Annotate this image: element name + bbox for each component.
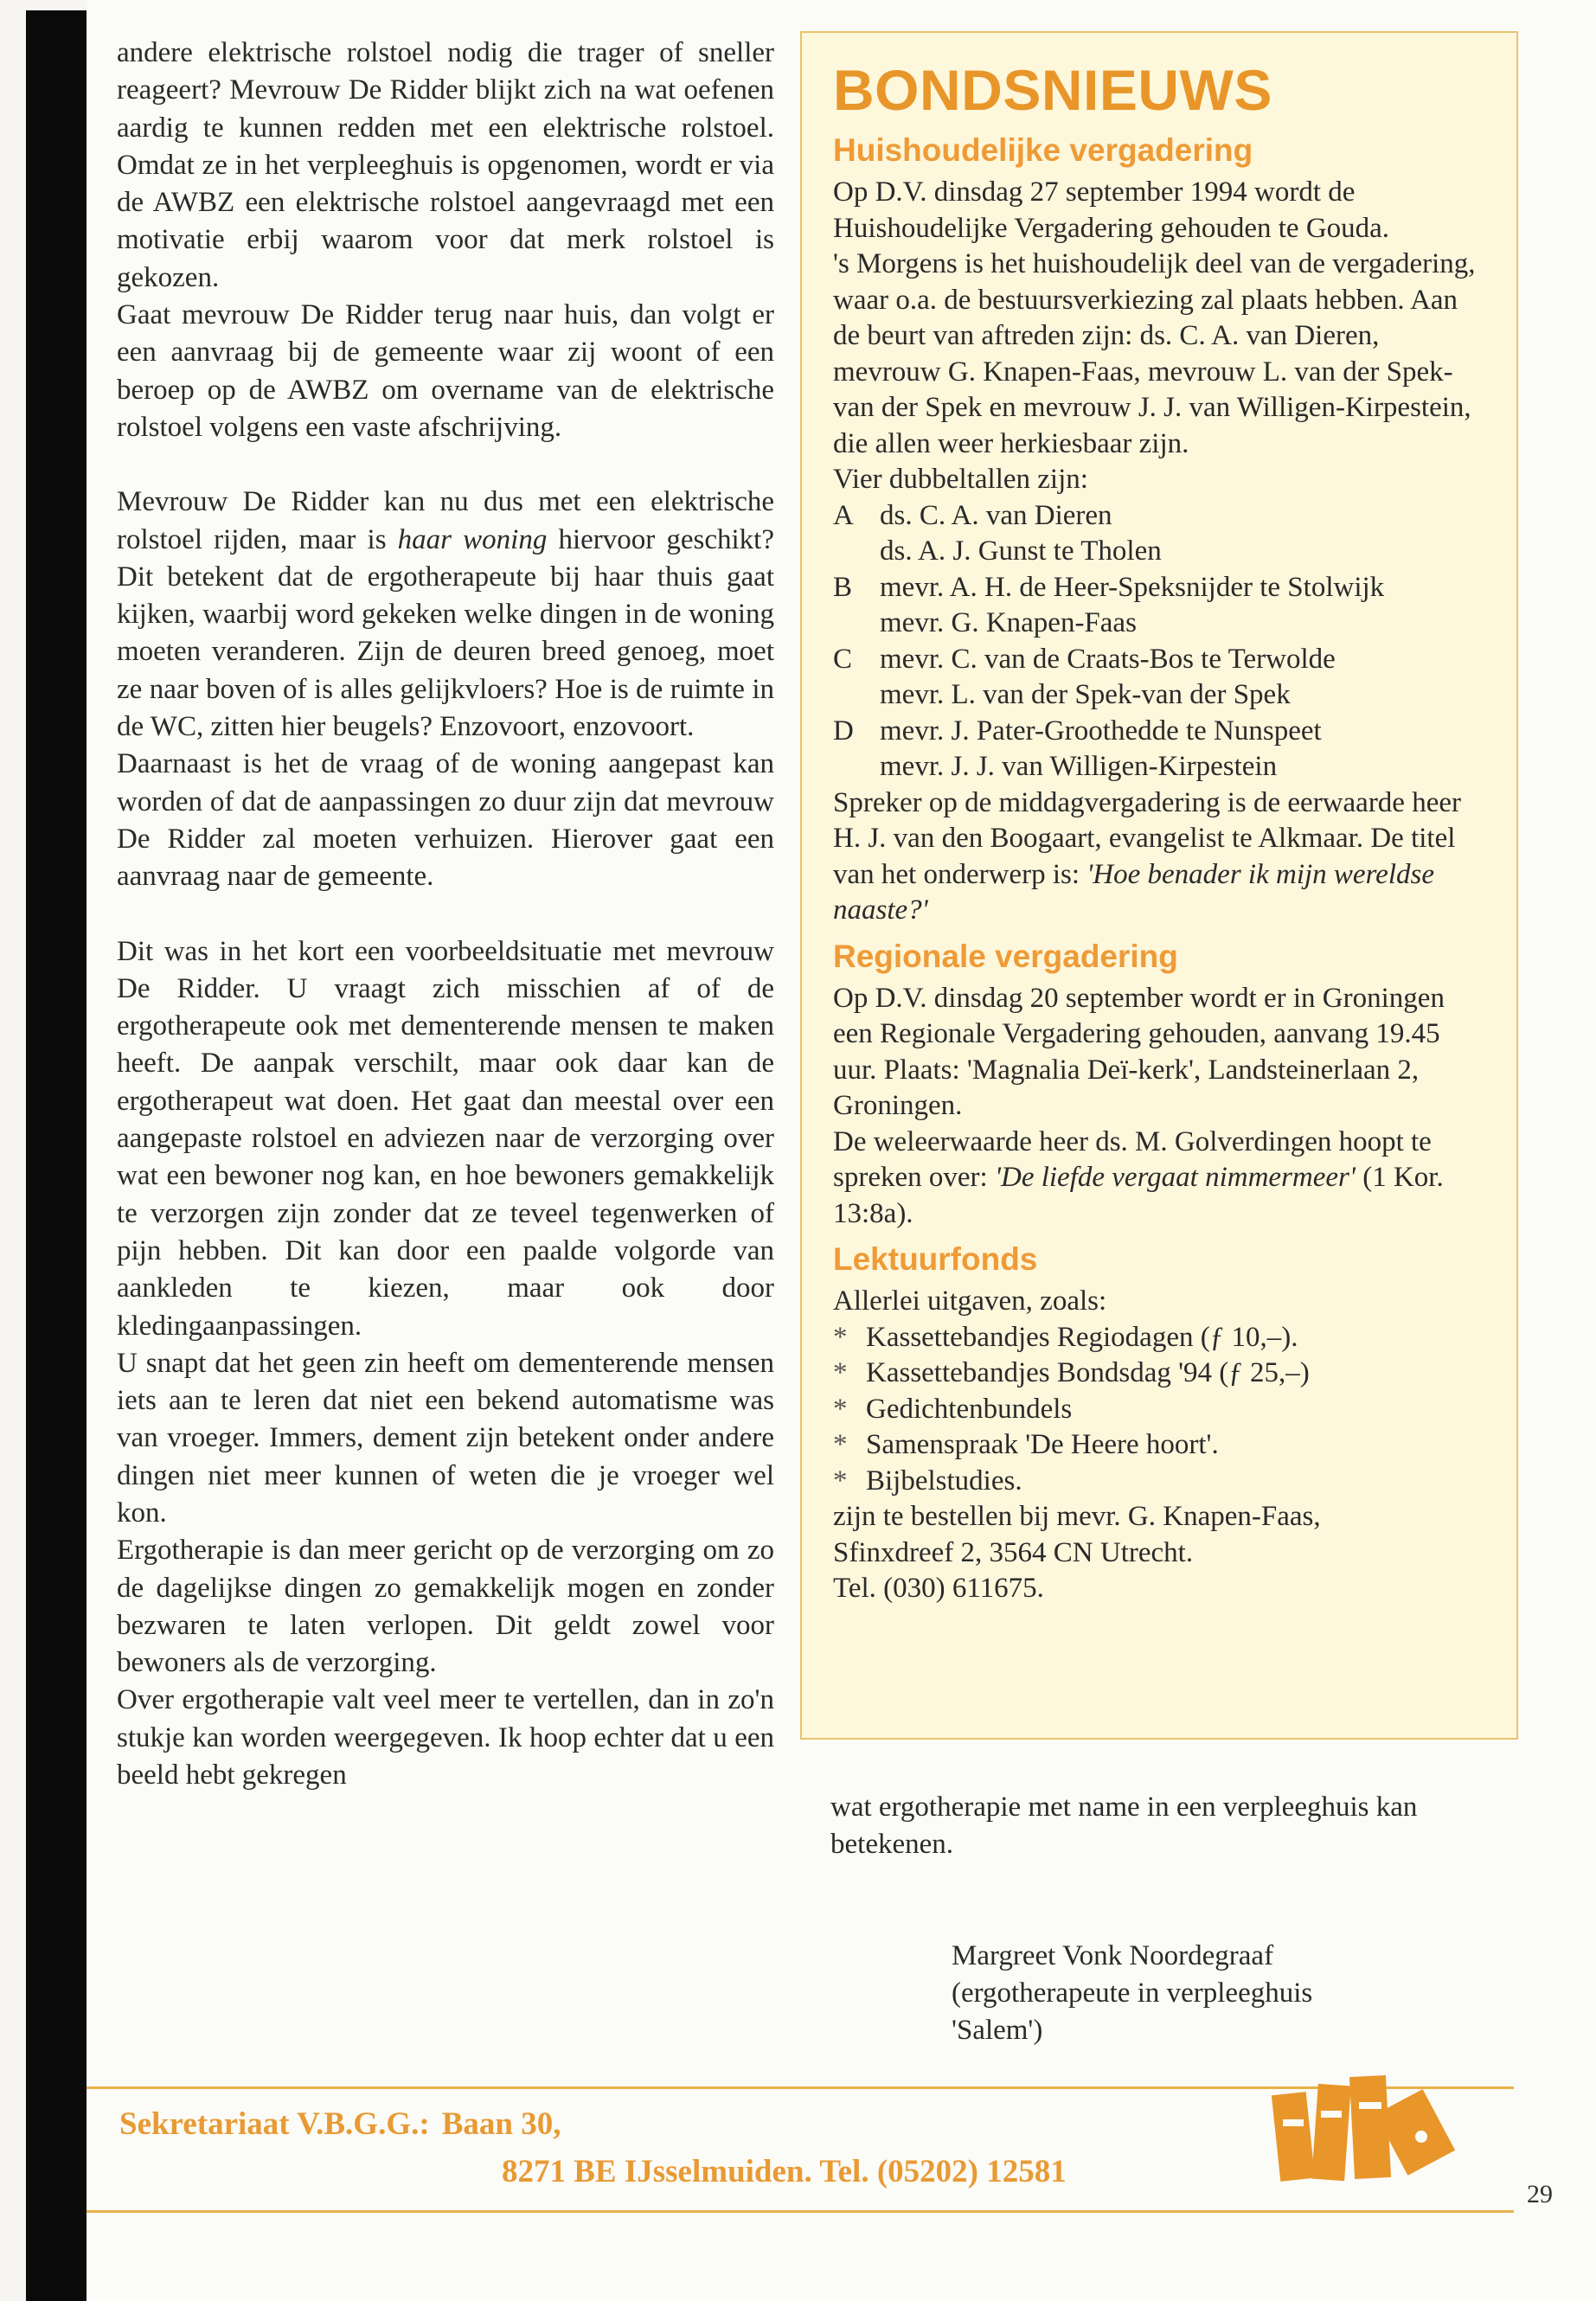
footer-street: Baan 30,	[441, 2106, 561, 2142]
publication-list	[833, 1320, 1487, 1500]
author-role: 'Salem')	[952, 2015, 1043, 2046]
paragraph: Op D.V. dinsdag 27 september 1994 wordt de Huishoudelijke Vergadering gehouden te Gouda.	[833, 176, 1390, 244]
paragraph: 's Morgens is het huishoudelijk deel van de vergadering, waar o.a. de bestuursverkiezing zal plaats hebben. Aan de beurt van aftreden zijn: ds. C. A. van Dieren, mevrouw G. Knapen-Faas, mevrouw L. van der Spek-van der Spek en mevrouw J. J. van Willigen-Kirpestein, die allen weer herkiesbaar zijn.	[833, 248, 1476, 459]
list-item: * Kassettebandjes Regiodagen (ƒ 10,–).	[833, 1320, 1487, 1356]
candidate-list	[833, 498, 1487, 785]
paragraph: De weleerwaarde heer ds. M. Golverdingen hoopt te spreken over: 'De liefde vergaat nimmermeer' (1 Kor. 13:8a).	[833, 1125, 1444, 1229]
candidate-name: mevr. J. Pater-Groothedde te Nunspeet	[880, 715, 1322, 747]
candidate-pair	[833, 498, 1487, 570]
asterisk-icon: *	[833, 1357, 848, 1388]
list-item: * Kassettebandjes Bondsdag '94 (ƒ 25,–)	[833, 1356, 1487, 1392]
asterisk-icon: *	[833, 1429, 848, 1460]
paragraph: Gaat mevrouw De Ridder terug naar huis, dan volgt er een aanvraag bij de gemeente waar zij woont of een beroep op de AWBZ om overname van de elektrische rolstoel volgens een vaste afschrijving.	[117, 299, 774, 443]
author-name: Margreet Vonk Noordegraaf	[952, 1940, 1274, 1971]
order-address-line: Sfinxdreef 2, 3564 CN Utrecht.	[833, 1536, 1194, 1568]
footer-label: Sekretariaat V.B.G.G.:	[119, 2106, 430, 2142]
section-heading-huishoudelijk: Huishoudelijke vergadering	[833, 132, 1253, 168]
order-address-line: Tel. (030) 611675.	[833, 1573, 1044, 1604]
paragraph: Op D.V. dinsdag 20 september wordt er in Groningen een Regionale Vergadering gehouden, aanvang 19.45 uur. Plaats: 'Magnalia Deï-kerk', Landsteinerlaan 2, Groningen.	[833, 982, 1445, 1121]
paragraph: Allerlei uitgaven, zoals:	[833, 1285, 1107, 1317]
candidate-name: mevr. L. van der Spek-van der Spek	[880, 679, 1291, 710]
list-item: * Samenspraak 'De Heere hoort'.	[833, 1427, 1487, 1464]
footer-city-phone: 8271 BE IJsselmuiden. Tel. (05202) 12581	[502, 2154, 1067, 2189]
footer-address	[119, 2100, 1067, 2195]
candidate-letter: A	[833, 499, 854, 531]
candidate-letter: B	[833, 571, 853, 603]
candidate-name: mevr. C. van de Craats-Bos te Terwolde	[880, 643, 1336, 675]
order-address-line: zijn te bestellen bij mevr. G. Knapen-Faas,	[833, 1501, 1321, 1532]
bondsnieuws-box	[800, 31, 1518, 1740]
paragraph: Vier dubbeltallen zijn:	[833, 464, 1088, 495]
paragraph: Daarnaast is het de vraag of de woning aangepast kan worden of dat de aanpassingen zo duur zijn dat mevrouw De Ridder zal moeten verhuizen. Hierover gaat een aanvraag naar de gemeente.	[117, 748, 774, 893]
candidate-pair	[833, 642, 1487, 714]
asterisk-icon: *	[833, 1393, 848, 1425]
paragraph: U snapt dat het geen zin heeft om dementerende mensen iets aan te leren dat niet een bekend automatisme was van vroeger. Immers, dement zijn betekent onder andere dingen niet meer kunnen of weten die je vroeger wel kon.	[117, 1347, 774, 1529]
list-item: * Bijbelstudies.	[833, 1464, 1487, 1500]
asterisk-icon: *	[833, 1465, 848, 1497]
section-heading-lektuurfonds: Lektuurfonds	[833, 1241, 1038, 1277]
left-column	[117, 35, 774, 1794]
section-heading-regionaal: Regionale vergadering	[833, 938, 1178, 974]
paragraph: wat ergotherapie met name in een verpleeghuis kan betekenen.	[830, 1791, 1418, 1860]
candidate-letter: D	[833, 715, 854, 747]
bondsnieuws-title: BONDSNIEUWS	[833, 58, 1272, 122]
candidate-pair	[833, 714, 1487, 785]
paragraph: Dit was in het kort een voorbeeldsituatie met mevrouw De Ridder. U vraagt zich misschien af of de ergotherapeute ook met dementerende mensen te maken heeft. De aanpak verschilt, maar ook daar kan de ergotherapeut wat doen. Het gaat dan meestal over een aangepaste rolstoel en adviezen naar de verzorging over wat een bewoner nog kan, en hoe bewoners gemakkelijk te verzorgen zijn zonder dat ze teveel tegenwerken of pijn hebben. Dit kan door een paalde volgorde van aankleden te kiezen, maar ook door kledingaanpassingen.	[117, 935, 774, 1342]
candidate-name: ds. C. A. van Dieren	[880, 499, 1112, 531]
paragraph: Mevrouw De Ridder kan nu dus met een elektrische rolstoel rijden, maar is haar woning hiervoor geschikt? Dit betekent dat de ergotherapeute bij haar thuis gaat kijken, waarbij word gekeken welke dingen in de woning moeten veranderen. Zijn de deuren breed genoeg, moet ze naar boven of is alles gelijkvloers? Hoe is de ruimte in de WC, zitten hier beugels? Enzovoort, enzovoort.	[117, 486, 774, 743]
scan-black-edge	[26, 10, 87, 2301]
list-item: * Gedichtenbundels	[833, 1392, 1487, 1428]
candidate-letter: C	[833, 643, 853, 675]
page-number: 29	[1527, 2180, 1553, 2208]
paragraph: Spreker op de middagvergadering is de eerwaarde heer H. J. van den Boogaart, evangelist te Alkmaar. De titel van het onderwerp is: 'Hoe benader ik mijn wereldse naaste?'	[833, 786, 1461, 926]
paragraph: andere elektrische rolstoel nodig die trager of sneller reageert? Mevrouw De Ridder blijkt zich na wat oefenen aardig te kunnen redden met een elektrische rolstoel. Omdat ze in het verpleeghuis is opgenomen, wordt er via de AWBZ een elektrische rolstoel aangevraagd met een motivatie erbij waarom voor dat merk rolstoel is gekozen.	[117, 37, 774, 293]
candidate-name: mevr. A. H. de Heer-Speksnijder te Stolwijk	[880, 571, 1385, 603]
paragraph: Over ergotherapie valt veel meer te vertellen, dan in zo'n stukje kan worden weergegeven. Ik hoop echter dat u een beeld hebt gekregen	[117, 1684, 774, 1791]
footer-divider	[87, 2210, 1514, 2213]
candidate-name: mevr. J. J. van Willigen-Kirpestein	[880, 751, 1278, 782]
right-column-continuation	[830, 1789, 1488, 1863]
candidate-name: mevr. G. Knapen-Faas	[880, 607, 1137, 638]
candidate-pair	[833, 570, 1487, 642]
asterisk-icon: *	[833, 1321, 848, 1353]
candidate-name: ds. A. J. Gunst te Tholen	[880, 535, 1162, 567]
author-role: (ergotherapeute in verpleeghuis	[952, 1977, 1313, 2009]
author-signature	[952, 1938, 1471, 2049]
paragraph: Ergotherapie is dan meer gericht op de verzorging om zo de dagelijkse dingen zo gemakkelijk mogen en zonder bezwaren te laten verlopen. Dit geldt zowel voor bewoners als de verzorging.	[117, 1535, 774, 1679]
books-logo-icon	[1267, 2059, 1458, 2189]
